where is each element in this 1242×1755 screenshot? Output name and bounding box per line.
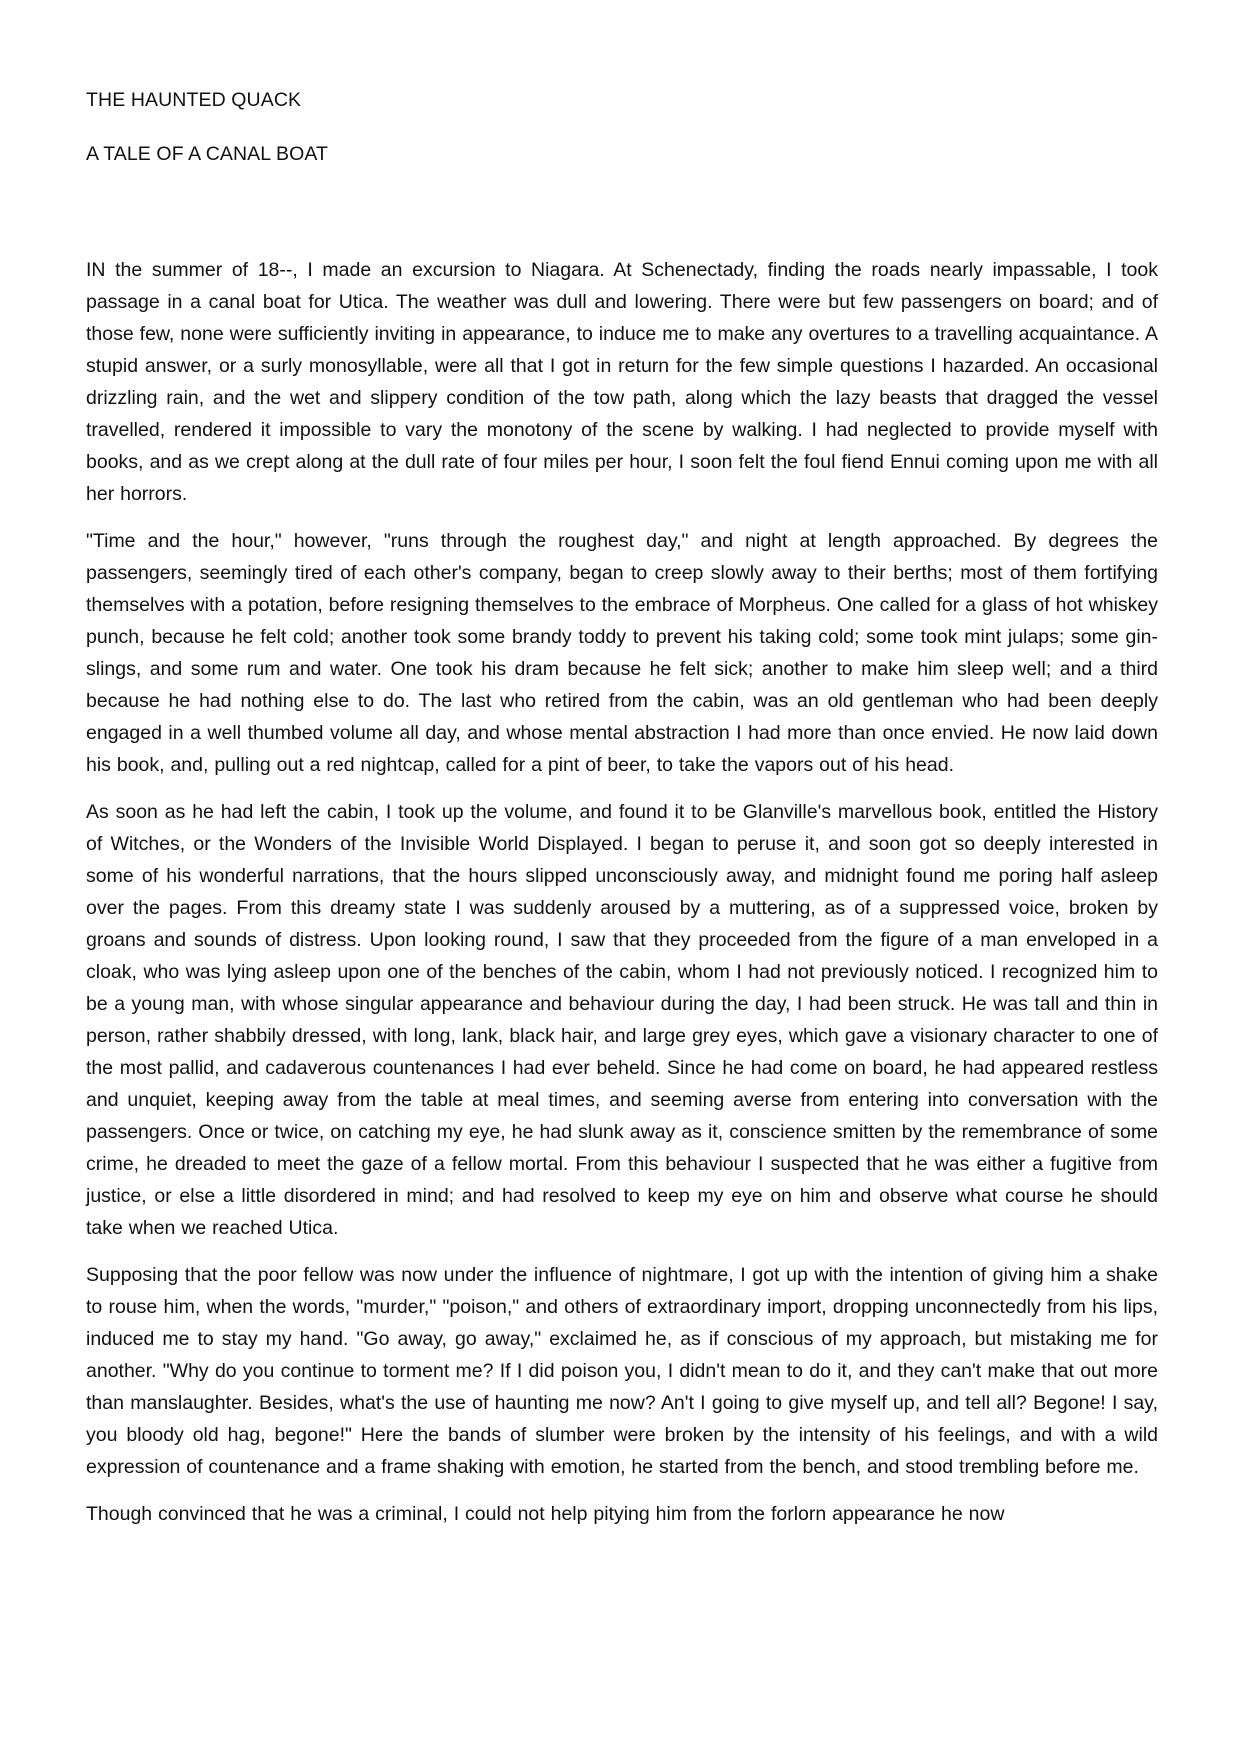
- paragraph: Though convinced that he was a criminal, I could not help pitying him from the forlorn appearance he now: [86, 1503, 1005, 1525]
- story-title: THE HAUNTED QUACK: [86, 89, 302, 111]
- paragraph: As soon as he had left the cabin, I took up the volume, and found it to be Glanville's marvellous book, entitled the History of Witches, or the Wonders of the Invisible World Displayed. I began to peruse it, and soon got so deeply interested in some of his wonderful narrations, that the hours slipped unconsciously away, and midnight found me poring half asleep over the pages. From this dreamy state I was suddenly aroused by a muttering, as of a suppressed voice, broken by groans and sounds of distress. Upon looking round, I saw that they proceeded from the figure of a man enveloped in a cloak, who was lying asleep upon one of the benches of the cabin, whom I had not previously noticed. I recognized him to be a young man, with whose singular appearance and behaviour during the day, I had been struck. He was tall and thin in person, rather shabbily dressed, with long, lank, black hair, and large grey eyes, which gave a visionary character to one of the most pallid, and cadaverous countenances I had ever beheld. Since he had come on board, he had appeared restless and unquiet, keeping away from the table at meal times, and seeming averse from entering into conversation with the passengers. Once or twice, on catching my eye, he had slunk away as it, conscience smitten by the remembrance of some crime, he dreaded to meet the gaze of a fellow mortal. From this behaviour I suspected that he was either a fugitive from justice, or else a little disordered in mind; and had resolved to keep my eye on him and observe what course he should take when we reached Utica.: [86, 801, 1158, 1239]
- paragraph: IN the summer of 18--, I made an excursion to Niagara. At Schenectady, finding the roads nearly impassable, I took passage in a canal boat for Utica. The weather was dull and lowering. There were but few passengers on board; and of those few, none were sufficiently inviting in appearance, to induce me to make any overtures to a travelling acquaintance. A stupid answer, or a surly monosyllable, were all that I got in return for the few simple questions I hazarded. An occasional drizzling rain, and the wet and slippery condition of the tow path, along which the lazy beasts that dragged the vessel travelled, rendered it impossible to vary the monotony of the scene by walking. I had neglected to provide myself with books, and as we crept along at the dull rate of four miles per hour, I soon felt the foul fiend Ennui coming upon me with all her horrors.: [86, 259, 1158, 505]
- paragraph: "Time and the hour," however, "runs through the roughest day," and night at length approached. By degrees the passengers, seemingly tired of each other's company, began to creep slowly away to their berths; most of them fortifying themselves with a potation, before resigning themselves to the embrace of Morpheus. One called for a glass of hot whiskey punch, because he felt cold; another took some brandy toddy to prevent his taking cold; some took mint julaps; some gin-slings, and some rum and water. One took his dram because he felt sick; another to make him sleep well; and a third because he had nothing else to do. The last who retired from the cabin, was an old gentleman who had been deeply engaged in a well thumbed volume all day, and whose mental abstraction I had more than once envied. He now laid down his book, and, pulling out a red nightcap, called for a pint of beer, to take the vapors out of his head.: [86, 530, 1158, 776]
- story-body: [86, 254, 1158, 1530]
- paragraph: Supposing that the poor fellow was now under the influence of nightmare, I got up with the intention of giving him a shake to rouse him, when the words, "murder," "poison," and others of extraordinary import, dropping unconnectedly from his lips, induced me to stay my hand. "Go away, go away," exclaimed he, as if conscious of my approach, but mistaking me for another. "Why do you continue to torment me? If I did poison you, I didn't mean to do it, and they can't make that out more than manslaughter. Besides, what's the use of haunting me now? An't I going to give myself up, and tell all? Begone! I say, you bloody old hag, begone!" Here the bands of slumber were broken by the intensity of his feelings, and with a wild expression of countenance and a frame shaking with emotion, he started from the bench, and stood trembling before me.: [86, 1264, 1158, 1478]
- story-subtitle: A TALE OF A CANAL BOAT: [86, 143, 329, 165]
